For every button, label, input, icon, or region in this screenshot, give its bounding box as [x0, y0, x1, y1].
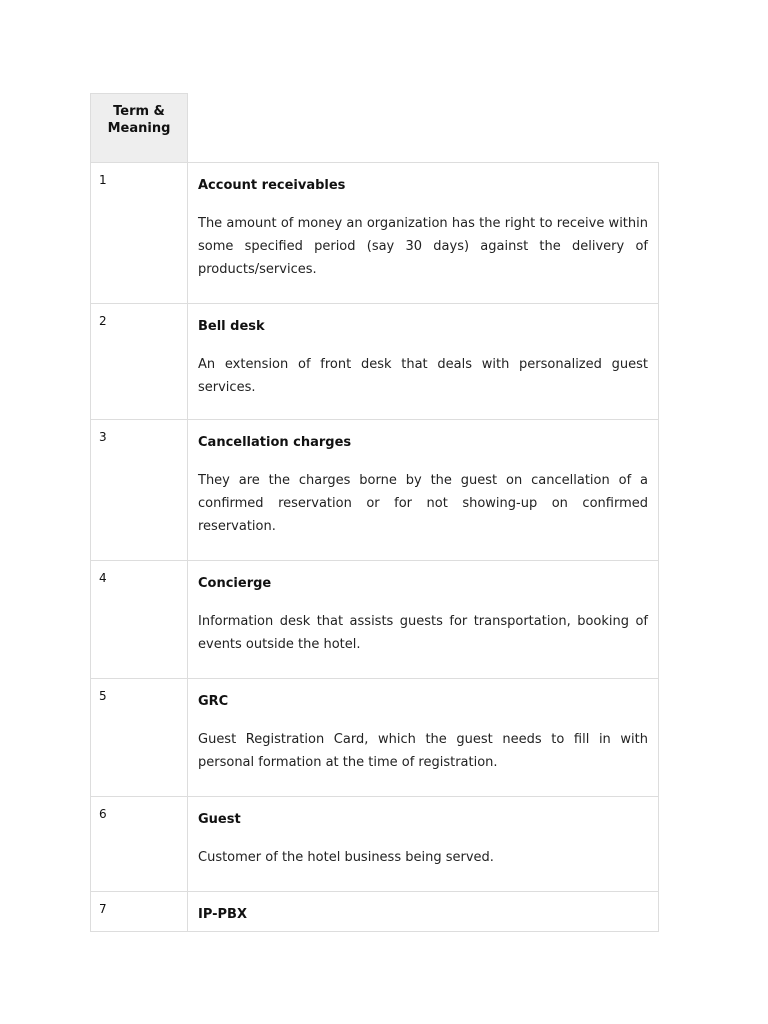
- table-row: [91, 679, 659, 797]
- term-title: GRC: [198, 694, 229, 709]
- definition-cell: [188, 561, 659, 679]
- definition-cell: [188, 304, 659, 420]
- table-header-empty: [188, 94, 659, 163]
- term-title: Account receivables: [198, 178, 346, 193]
- glossary-table: [90, 93, 659, 932]
- row-number: 1: [91, 163, 188, 304]
- term-meaning: The amount of money an organization has the right to receive within some specified period (say 30 days) against the delivery of products/services.: [198, 216, 648, 277]
- table-header-term-meaning: [91, 94, 188, 163]
- row-number: 5: [91, 679, 188, 797]
- term-meaning: An extension of front desk that deals with personalized guest services.: [198, 357, 648, 395]
- term-title: Cancellation charges: [198, 435, 352, 450]
- row-number: 4: [91, 561, 188, 679]
- term-meaning: Guest Registration Card, which the guest needs to fill in with personal formation at the time of registration.: [198, 732, 648, 770]
- table-row: [91, 163, 659, 304]
- term-title: Bell desk: [198, 319, 265, 334]
- row-number: 3: [91, 420, 188, 561]
- table-row: [91, 304, 659, 420]
- term-meaning: They are the charges borne by the guest on cancellation of a confirmed reservation or for not showing-up on confirmed reservation.: [198, 473, 648, 534]
- row-number: 6: [91, 797, 188, 892]
- term-title: IP-PBX: [198, 907, 247, 922]
- row-number: 2: [91, 304, 188, 420]
- row-number: 7: [91, 892, 188, 932]
- table-row: [91, 420, 659, 561]
- term-meaning: Information desk that assists guests for transportation, booking of events outside the hotel.: [198, 614, 648, 652]
- header-label: Term & Meaning: [107, 104, 171, 136]
- term-title: Guest: [198, 812, 241, 827]
- table-row: [91, 561, 659, 679]
- table-row: [91, 797, 659, 892]
- definition-cell: [188, 892, 659, 932]
- definition-cell: [188, 679, 659, 797]
- definition-cell: [188, 420, 659, 561]
- term-title: Concierge: [198, 576, 272, 591]
- definition-cell: [188, 797, 659, 892]
- table-row: [91, 892, 659, 932]
- definition-cell: [188, 163, 659, 304]
- term-meaning: Customer of the hotel business being served.: [198, 850, 494, 865]
- table-header-row: [91, 94, 659, 163]
